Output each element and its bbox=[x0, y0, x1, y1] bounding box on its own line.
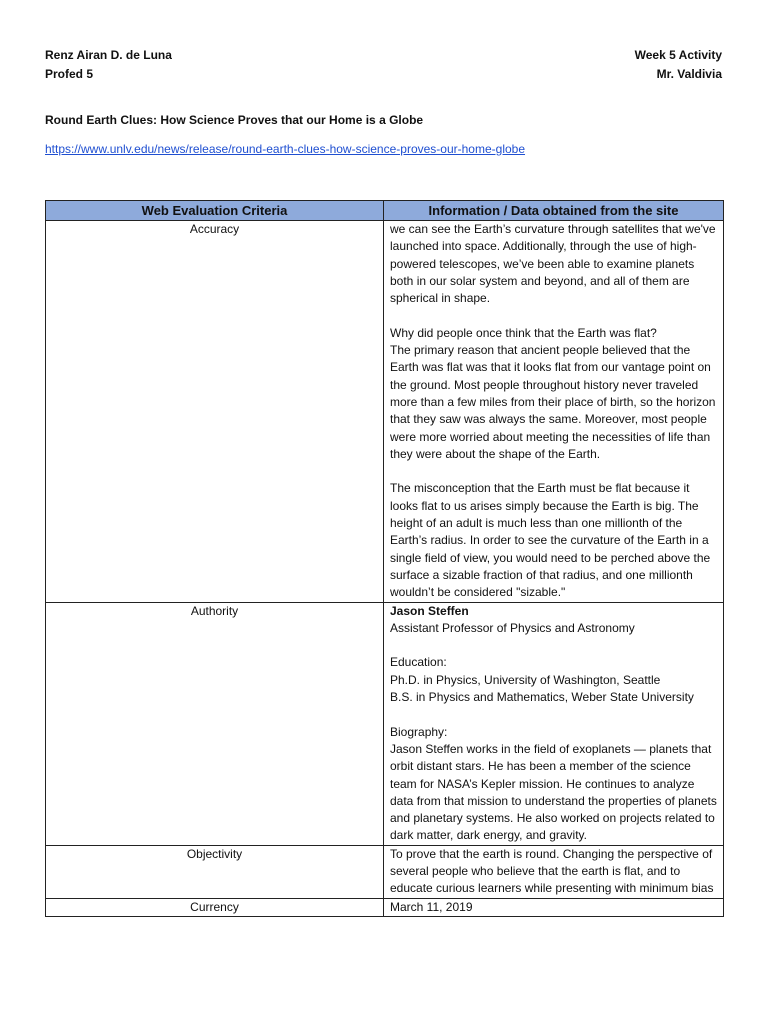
activity-block bbox=[635, 46, 722, 84]
author-full-name: Jason Steffen bbox=[390, 603, 469, 618]
criterion-objectivity: Objectivity bbox=[46, 845, 384, 898]
biography-text: Jason Steffen works in the field of exoplanets — planets that orbit distant stars. He has been a member of the science team for NASA’s Kepler mission. He continues to analyze data from that mission to understand the properties of planets and planetary systems. He also worked on projects related to dark matter, dark energy, and gravity. bbox=[390, 741, 717, 843]
teacher-name: Mr. Valdivia bbox=[656, 67, 722, 81]
table-row-authority bbox=[46, 602, 724, 845]
accuracy-paragraph-1: we can see the Earth’s curvature through satellites that we've launched into space. Additionally, through the use of high-powered telescopes, we’ve been able to examine planets both in our solar system and beyond, and all of them are spherical in shape. bbox=[390, 222, 716, 306]
article-title: Round Earth Clues: How Science Proves that our Home is a Globe bbox=[45, 113, 424, 127]
author-name: Renz Airan D. de Luna bbox=[45, 48, 172, 62]
table-row-accuracy bbox=[46, 221, 724, 603]
biography-label: Biography: bbox=[390, 724, 448, 739]
table-row-currency bbox=[46, 898, 724, 916]
author-block bbox=[45, 46, 172, 84]
table-header-row bbox=[46, 201, 724, 221]
info-authority bbox=[384, 602, 724, 845]
course-name: Profed 5 bbox=[45, 67, 94, 81]
education-label: Education: bbox=[390, 655, 447, 670]
criterion-currency: Currency bbox=[46, 898, 384, 916]
article-link[interactable]: https://www.unlv.edu/news/release/round-earth-clues-how-science-proves-our-home-globe bbox=[45, 142, 526, 156]
author-position: Assistant Professor of Physics and Astronomy bbox=[390, 620, 635, 635]
info-accuracy bbox=[384, 221, 724, 603]
evaluation-table bbox=[45, 200, 724, 917]
criterion-authority: Authority bbox=[46, 602, 384, 845]
activity-label: Week 5 Activity bbox=[634, 48, 722, 62]
accuracy-question: Why did people once think that the Earth was flat? bbox=[390, 325, 657, 340]
info-objectivity: To prove that the earth is round. Changing the perspective of several people who believe that the earth is flat, and to educate curious learners while presenting with minimum bias bbox=[384, 845, 724, 898]
criterion-accuracy: Accuracy bbox=[46, 221, 384, 603]
education-bs: B.S. in Physics and Mathematics, Weber State University bbox=[390, 690, 694, 705]
education-phd: Ph.D. in Physics, University of Washington, Seattle bbox=[390, 672, 661, 687]
info-currency: March 11, 2019 bbox=[384, 898, 724, 916]
accuracy-paragraph-2: The primary reason that ancient people believed that the Earth was flat was that it looks flat from our vantage point on the ground. Most people throughout history never traveled more than a few miles from their place of birth, so the horizon that they saw was always the same. Moreover, most people were more worried about meeting the necessities of life than they were about the shape of the Earth. bbox=[390, 343, 716, 461]
accuracy-paragraph-3: The misconception that the Earth must be flat because it looks flat to us arises simply because the Earth is big. The height of an adult is much less than one millionth of the Earth’s radius. In order to see the curvature of the Earth in a single field of view, you would need to be perched above the surface a sizable fraction of that radius, and one millionth wouldn’t be considered "sizable." bbox=[390, 481, 711, 600]
header-criteria: Web Evaluation Criteria bbox=[46, 201, 384, 221]
header-information: Information / Data obtained from the site bbox=[384, 201, 724, 221]
table-row-objectivity bbox=[46, 845, 724, 898]
